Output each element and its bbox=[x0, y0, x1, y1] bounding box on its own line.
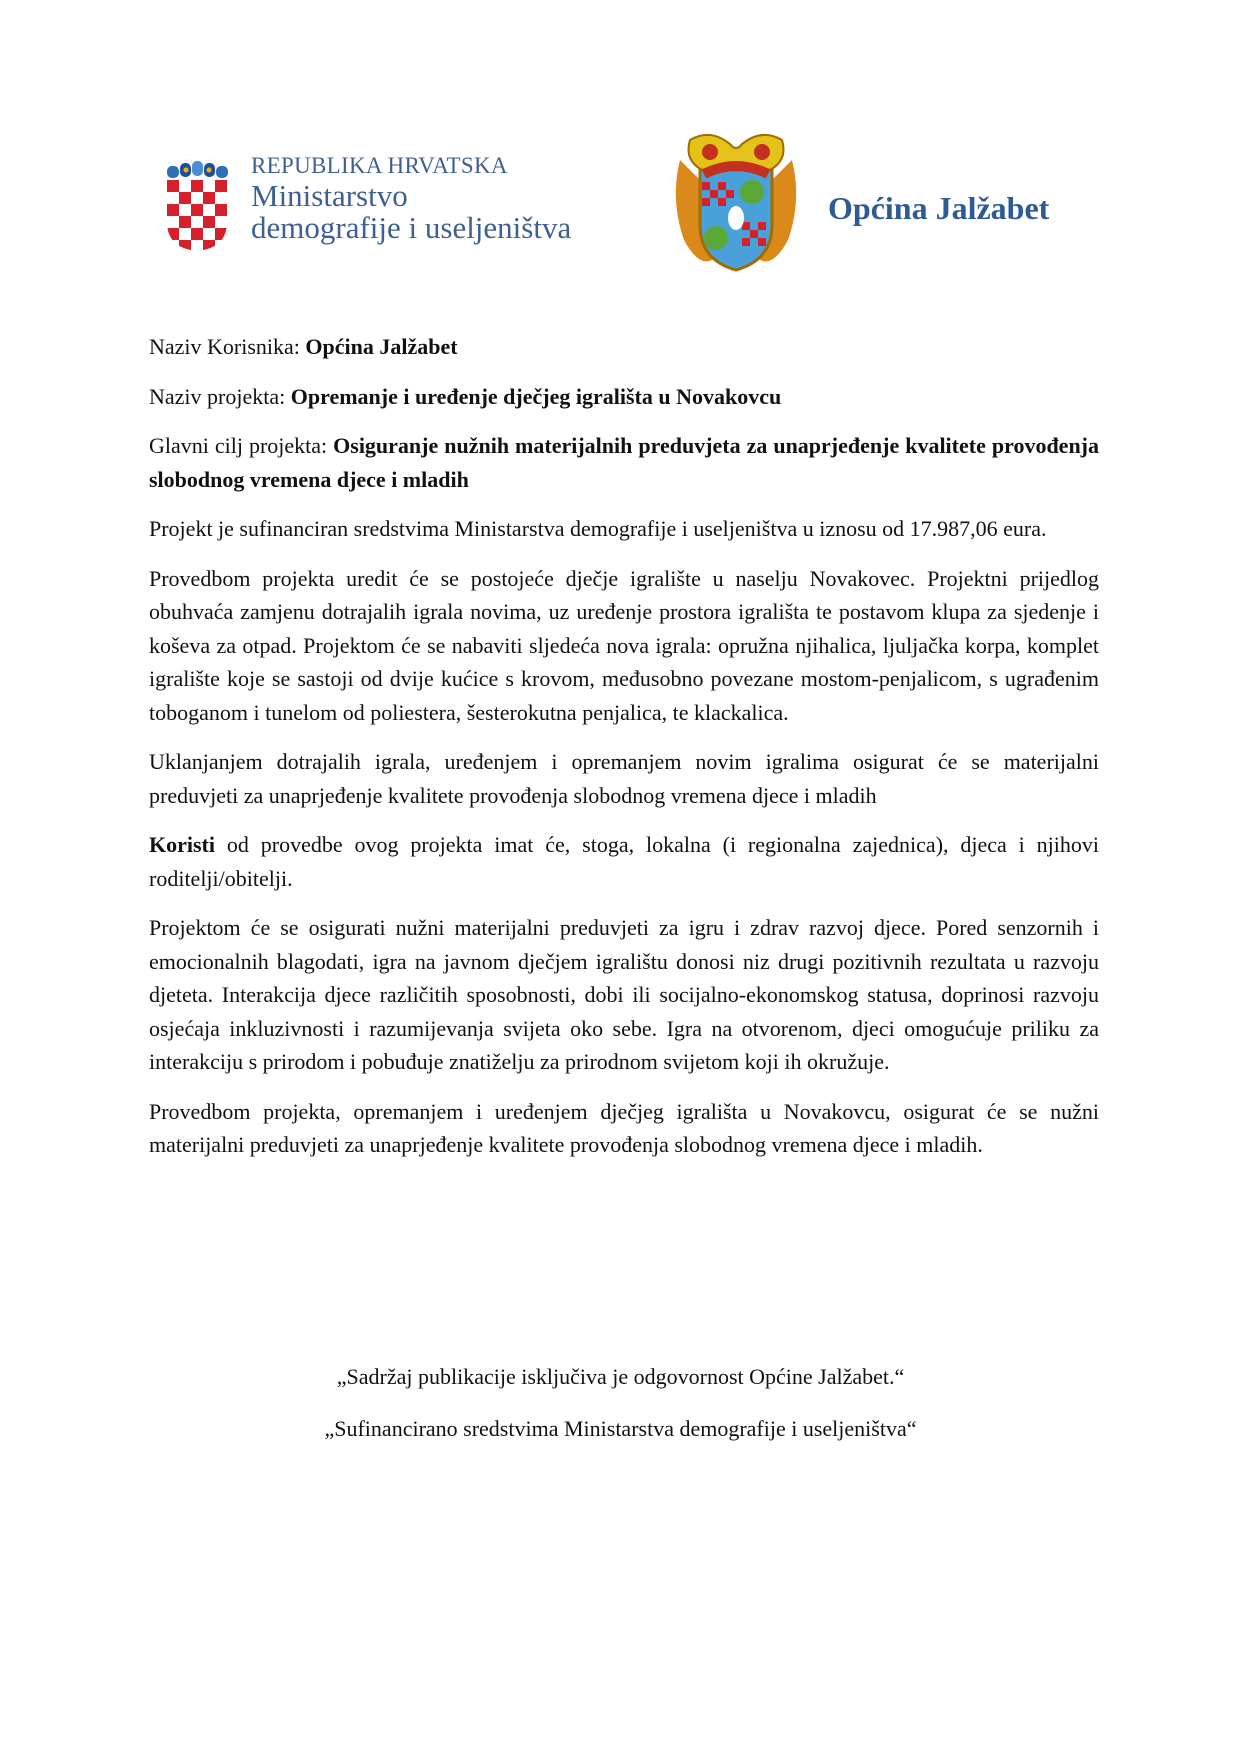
beneficiaries-text: od provedbe ovog projekta imat će, stoga, lokalna (i regionalna zajednica), djeca i njihovi roditelji/obitelji. bbox=[149, 832, 1099, 891]
user-field bbox=[149, 330, 1099, 364]
document-body bbox=[149, 330, 1099, 1178]
ministry-title-line2: demografije i useljeništva bbox=[251, 210, 572, 245]
ministry-logo bbox=[155, 148, 625, 253]
ministry-republic: REPUBLIKA HRVATSKA bbox=[251, 153, 508, 178]
croatian-coat-of-arms-icon bbox=[163, 160, 231, 252]
funding-paragraph: Projekt je sufinanciran sredstvima Ministarstva demografije i useljeništva u iznosu od 17.987,06 eura. bbox=[149, 516, 1047, 541]
project-value: Opremanje i uređenje dječjeg igrališta u Novakovcu bbox=[290, 383, 782, 409]
funding-note: „Sufinancirano sredstvima Ministarstva demografije i useljeništva“ bbox=[324, 1416, 917, 1441]
ministry-title-line1: Ministarstvo bbox=[251, 178, 408, 213]
jalzabet-coat-of-arms-icon bbox=[670, 130, 802, 277]
goal-field bbox=[149, 429, 1099, 496]
outcome-paragraph: Uklanjanjem dotrajalih igrala, uređenjem i opremanjem novim igralima osigurat će se materijalni preduvjeti za unaprjeđenje kvalitete provođenja slobodnog vremena djece i mladih bbox=[149, 749, 1099, 808]
user-value: Općina Jalžabet bbox=[305, 334, 458, 359]
municipality-name: Općina Jalžabet bbox=[828, 190, 1050, 226]
project-field bbox=[149, 380, 1099, 414]
project-label: Naziv projekta: bbox=[149, 383, 291, 409]
conclusion-paragraph: Provedbom projekta, opremanjem i uređenjem dječjeg igrališta u Novakovcu, osigurat će se nužni materijalni preduvjeti za unaprjeđenje kvalitete provođenja slobodnog vremena djece i mladih. bbox=[149, 1098, 1099, 1157]
goal-label: Glavni cilj projekta: bbox=[149, 433, 334, 458]
ministry-name bbox=[251, 152, 571, 244]
beneficiaries-bold: Koristi bbox=[149, 832, 215, 857]
benefits-paragraph: Projektom će se osigurati nužni materijalni preduvjeti za igru i zdrav razvoj djece. Pored senzornih i emocionalnih blagodati, igra na javnom dječjem igralištu donosi niz drugi pozitivnih rezultata u razvoju djeteta. Interakcija djece različitih sposobnosti, dobi ili socijalno-ekonomskog statusa, doprinosi razvoju osjećaja inkluzivnosti i razumijevanja svijeta oko sebe. Igra na otvorenom, djeci omogućuje priliku za interakciju s prirodom i pobuđuje znatiželju za prirodnom svijetom koji ih okružuje. bbox=[149, 915, 1099, 1074]
project-description-paragraph: Provedbom projekta uredit će se postojeće dječje igralište u naselju Novakovec. Projektni prijedlog obuhvaća zamjenu dotrajalih igrala novima, uz uređenje prostora igrališta te postavom klupa za sjedenje i koševa za otpad. Projektom će se nabaviti sljedeća nova igrala: opružna njihalica, ljuljačka korpa, komplet igralište koje se sastoji od dvije kućice s krovom, međusobno povezane mostom-penjalicom, s ugrađenim toboganom i tunelom od poliestera, šesterokutna penjalica, te klackalica. bbox=[149, 565, 1099, 725]
disclaimer: „Sadržaj publikacije isključiva je odgovornost Općine Jalžabet.“ bbox=[336, 1364, 905, 1389]
beneficiaries-paragraph bbox=[149, 828, 1099, 895]
goal-value: Osiguranje nužnih materijalnih preduvjeta za unaprjeđenje kvalitete provođenja slobodnog vremena djece i mladih bbox=[149, 433, 1100, 492]
user-label: Naziv Korisnika: bbox=[149, 334, 306, 359]
